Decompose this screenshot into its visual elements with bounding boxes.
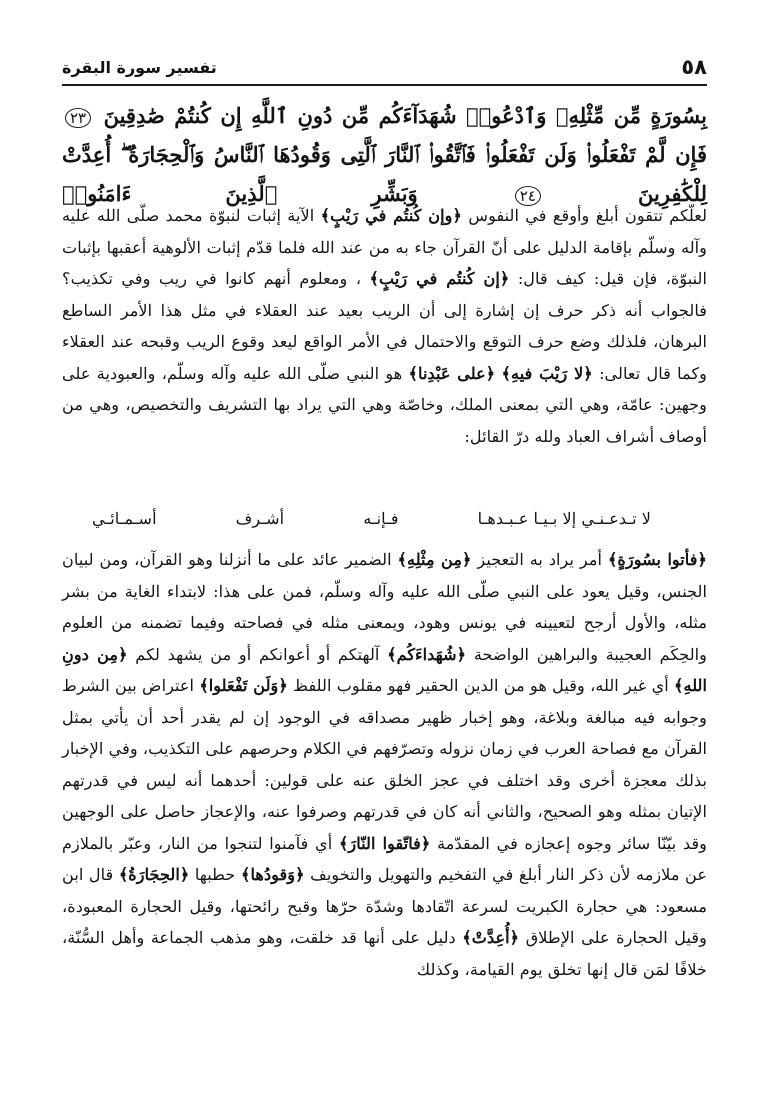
quoted-verse: ﴿فأتوا بسُورَةٍ﴾ <box>607 550 707 569</box>
commentary-text: أمر يراد به التعجيز <box>477 550 603 569</box>
quoted-verse: ﴿وَقودُها﴾ <box>240 865 305 884</box>
poem-word: أشـرف <box>235 509 285 528</box>
quoted-verse: ﴿وإن كُنتُم في رَيْبٍ﴾ <box>320 206 462 225</box>
commentary-text: دليل على أنها قد خلقت، وهو مذهب الجماعة وأهل السُّنّة، خلافًا لمَن قال إنها تخلق يوم القيامة، وكذلك <box>62 928 707 979</box>
verse-number-marker: ٢٣ <box>65 108 91 128</box>
quran-verses <box>62 96 707 213</box>
poem-word: أسـمـائـي <box>92 509 157 528</box>
commentary-text: اعتراض بين الشرط وجوابه فيه مبالغة وبلاغة، وهو إخبار ظهير مصداقه في الوجود إن لم يقدر أحد أن يأتي بمثل القرآن مع فصاحة العرب في زمان نزوله وتصرّفهم في الكلام وحرصهم على التكذيب، وفي الإخبار بذلك معجزة أخرى وقد اختلف في عجز الخلق عنه على قولين: أحدهما أنه ليس في قدرتهم الإتيان بمثله وهو الصحيح، والثاني أنه كان في قدرتهم وصرفوا عنه، والإعجاز حاصل على الوجهين وقد بيّنّا سائر وجوه إعجازه في المقدّمة <box>62 676 708 853</box>
quoted-verse: ﴿شُهَداءَكُم﴾ <box>387 644 467 664</box>
running-title: تفسير سورة البقرة <box>62 58 217 77</box>
quoted-verse: ﴿الحِجَارَةُ﴾ <box>118 865 190 884</box>
quoted-verse: ﴿على عَبْدِنا﴾ <box>408 363 496 383</box>
commentary-text: حطبها <box>194 865 236 884</box>
quoted-verse: ﴿وَلَن تَفْعَلوا﴾ <box>199 676 288 695</box>
commentary-text: أي غير الله، وقيل هو من الدين الحقير فهو مقلوب اللفظ <box>293 676 669 695</box>
page-header <box>62 50 707 86</box>
quoted-verse: ﴿مِن مِثْلِهِ﴾ <box>397 550 472 569</box>
commentary-text: أي فآمنوا لتنجوا من النار، وعبّر بالملازم عن ملازمه لأن ذكر النار أبلغ في التفخيم والتهويل والتخويف <box>62 833 708 884</box>
commentary-text: الآية إثبات لنبوّة محمد صلّى الله عليه وآله وسلّم بإقامة الدليل على أنّ القرآن جاء به من عند الله فلما قدّم إثبات الألوهية أعقبها بإثبات النبوّة، فإن قيل: كيف قال: <box>62 206 707 288</box>
poem-word: لا تـدعـنـي إلا بـيـا عـبـدهـا <box>477 509 651 528</box>
quoted-verse: ﴿لا رَيْبَ فيهِ﴾ <box>501 363 593 383</box>
commentary-text: لعلّكم تتقون أبلغ وأوقع في النفوس <box>468 206 708 225</box>
commentary-text: الضمير عائد على ما أنزلنا وهو القرآن، ومن لبيان الجنس، وقيل يعود على النبي صلّى الله عليه وآله وسلّم، فمن على هذا: لابتداء الغاية من بشر مثله، والأول أرجح لتعيينه في يونس وهود، ويمعنى مثله في فصاحته وفيما تضمنه من العلوم والحِكَم العجيبة والبراهين الواضحة <box>62 550 707 664</box>
poem-verse <box>92 507 651 531</box>
verse-number-marker: ٢٤ <box>515 186 541 206</box>
verse-text: فَإِن لَّمْ تَفْعَلُوا۟ وَلَن تَفْعَلُوا۟ فَٱتَّقُوا۟ ٱلنَّارَ ٱلَّتِى وَقُودُهَا ٱلنَّاسُ وَٱلْحِجَارَةُ ۖ أُعِدَّتْ لِلْكَٰفِرِينَ <box>62 142 707 206</box>
poem-word: فـإنـه <box>363 509 399 528</box>
quoted-verse: ﴿فاتّقوا النّارَ﴾ <box>338 833 431 853</box>
page-number: ٥٨ <box>681 55 707 79</box>
commentary-text: ، ومعلوم أنهم كانوا في ريب وفي تكذيب؟ فالجواب أنه ذكر حرف إن إشارة إلى أن الريب بعيد عند العقلاء في مثل هذا الأمر الساطع البرهان، فلذلك وضع حرف التوقع والاحتمال في الأمر الواقع ليعد وقوع الريب وقبحه عند العقلاء وكما قال تعالى: <box>62 269 707 383</box>
commentary-text: قال ابن مسعود: هي حجارة الكبريت لسرعة اتّقادها وشدّة حرّها وقبح رائحتها، وقيل الحجارة المعبودة، وقيل الحجارة على الإطلاق <box>62 865 707 947</box>
quoted-verse: ﴿أُعِدَّتْ﴾ <box>462 928 520 947</box>
commentary-paragraph <box>62 200 707 452</box>
commentary-text: هو النبي صلّى الله عليه وآله وسلّم، والعبودية على وجهين: عامّة، وهي التي بمعنى الملك، وخاصّة وهي التي يراد بها التشريف والتخصيص، وهي من أوصاف أشراف العباد ولله درّ القائل: <box>62 363 707 446</box>
verse-text: وَبَشِّرِ ٱلَّذِينَ ءَامَنُوا۟ <box>62 181 418 206</box>
verse-text: بِسُورَةٍ مِّن مِّثْلِهِۦ وَٱدْعُوا۟ شُهَدَآءَكُم مِّن دُونِ ٱللَّهِ إِن كُنتُمْ صَٰدِقِينَ <box>103 103 707 128</box>
commentary-text: آلهتكم أو أعوانكم أو من يشهد لكم <box>135 644 380 664</box>
commentary-paragraph <box>62 544 707 985</box>
quoted-verse: ﴿إن كُنتُم في رَيْبٍ﴾ <box>369 269 510 288</box>
quoted-verse: ﴿مِن دونِ اللهِ﴾ <box>62 644 707 695</box>
